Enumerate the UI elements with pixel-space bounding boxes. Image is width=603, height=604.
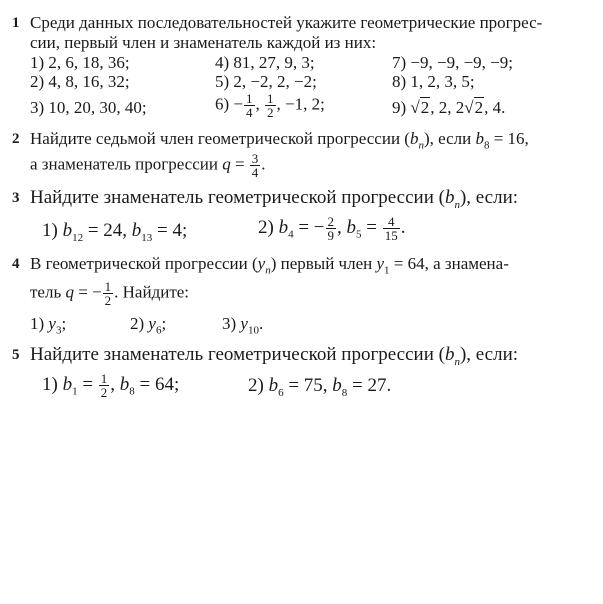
task-text-line: а знаменатель прогрессии q = $\frac{3}{4}$ .	[30, 151, 266, 180]
sqrt-symbol: √2	[464, 98, 484, 117]
problem-part: 1) $b_{12} = 24$, $b_{13} = 4$;	[42, 220, 188, 244]
task-text-line: Среди данных последовательностей укажите геометрические прогрес-	[30, 13, 543, 32]
task-text-line: Найдите знаменатель геометрической прогрессии $(b_n)$, если:	[30, 344, 519, 368]
fraction: $\frac{1}{2}$	[104, 279, 112, 308]
problem-part: 3) $y_{10}$.	[222, 314, 264, 337]
task-text-line: сии, первый член и знаменатель каждой из них:	[30, 33, 377, 52]
sequence-item: 8) 1, 2, 3, 5;	[392, 72, 475, 91]
task-number: 3	[12, 190, 20, 206]
sequence-item: 5) 2, −2, 2, −2;	[215, 72, 317, 91]
problem-part: 2) $b_6 = 75$, $b_8 = 27$.	[248, 375, 392, 399]
problem-part: 2) $b_4$ = − $\frac{2}{9}$ , $b_5$ = $\frac{4}{15}$ .	[258, 214, 406, 243]
sequence-item: 2) 4, 8, 16, 32;	[30, 72, 130, 91]
task-number: 2	[12, 131, 20, 147]
fraction: $\frac{1}{2}$	[267, 91, 274, 120]
fraction: $\frac{2}{9}$	[327, 214, 335, 243]
fraction: $\frac{1}{4}$	[246, 91, 253, 120]
task-text-line: Найдите знаменатель геометрической прогрессии $(b_n)$, если:	[30, 187, 519, 211]
sequence-item: 6) − $\frac{1}{4}$ , $\frac{1}{2}$ , −1, 2;	[215, 91, 325, 120]
task-text-line: тель q = − $\frac{1}{2}$ . Найдите:	[30, 279, 190, 308]
sequence-item: 7) −9, −9, −9, −9;	[392, 53, 513, 72]
task-number: 5	[12, 347, 20, 363]
sequence-item: 3) 10, 20, 30, 40;	[30, 98, 147, 117]
sqrt-symbol: √2	[410, 98, 430, 117]
fraction: $\frac{4}{15}$	[384, 214, 398, 243]
problem-part: 1) $b_1$ = $\frac{1}{2}$ , $b_8 = 64$;	[42, 371, 180, 400]
problem-part: 2) $y_6$;	[130, 314, 167, 337]
sequence-item: 4) 81, 27, 9, 3;	[215, 53, 315, 72]
task-text-line: Найдите седьмой член геометрической прогрессии $(b_n)$, если $b_8 = 16$,	[30, 129, 529, 152]
fraction: $\frac{3}{4}$	[251, 151, 259, 180]
task-text-line: В геометрической прогрессии $(y_n)$ первый член $y_1 = 64$, а знамена-	[30, 254, 509, 277]
task-number: 4	[12, 256, 20, 272]
problem-part: 1) $y_3$;	[30, 314, 67, 337]
sequence-item: 9) √2, 2, 2√2, 4.	[392, 98, 506, 117]
task-number: 1	[12, 15, 20, 31]
sequence-item: 1) 2, 6, 18, 36;	[30, 53, 130, 72]
fraction: $\frac{1}{2}$	[100, 371, 108, 400]
